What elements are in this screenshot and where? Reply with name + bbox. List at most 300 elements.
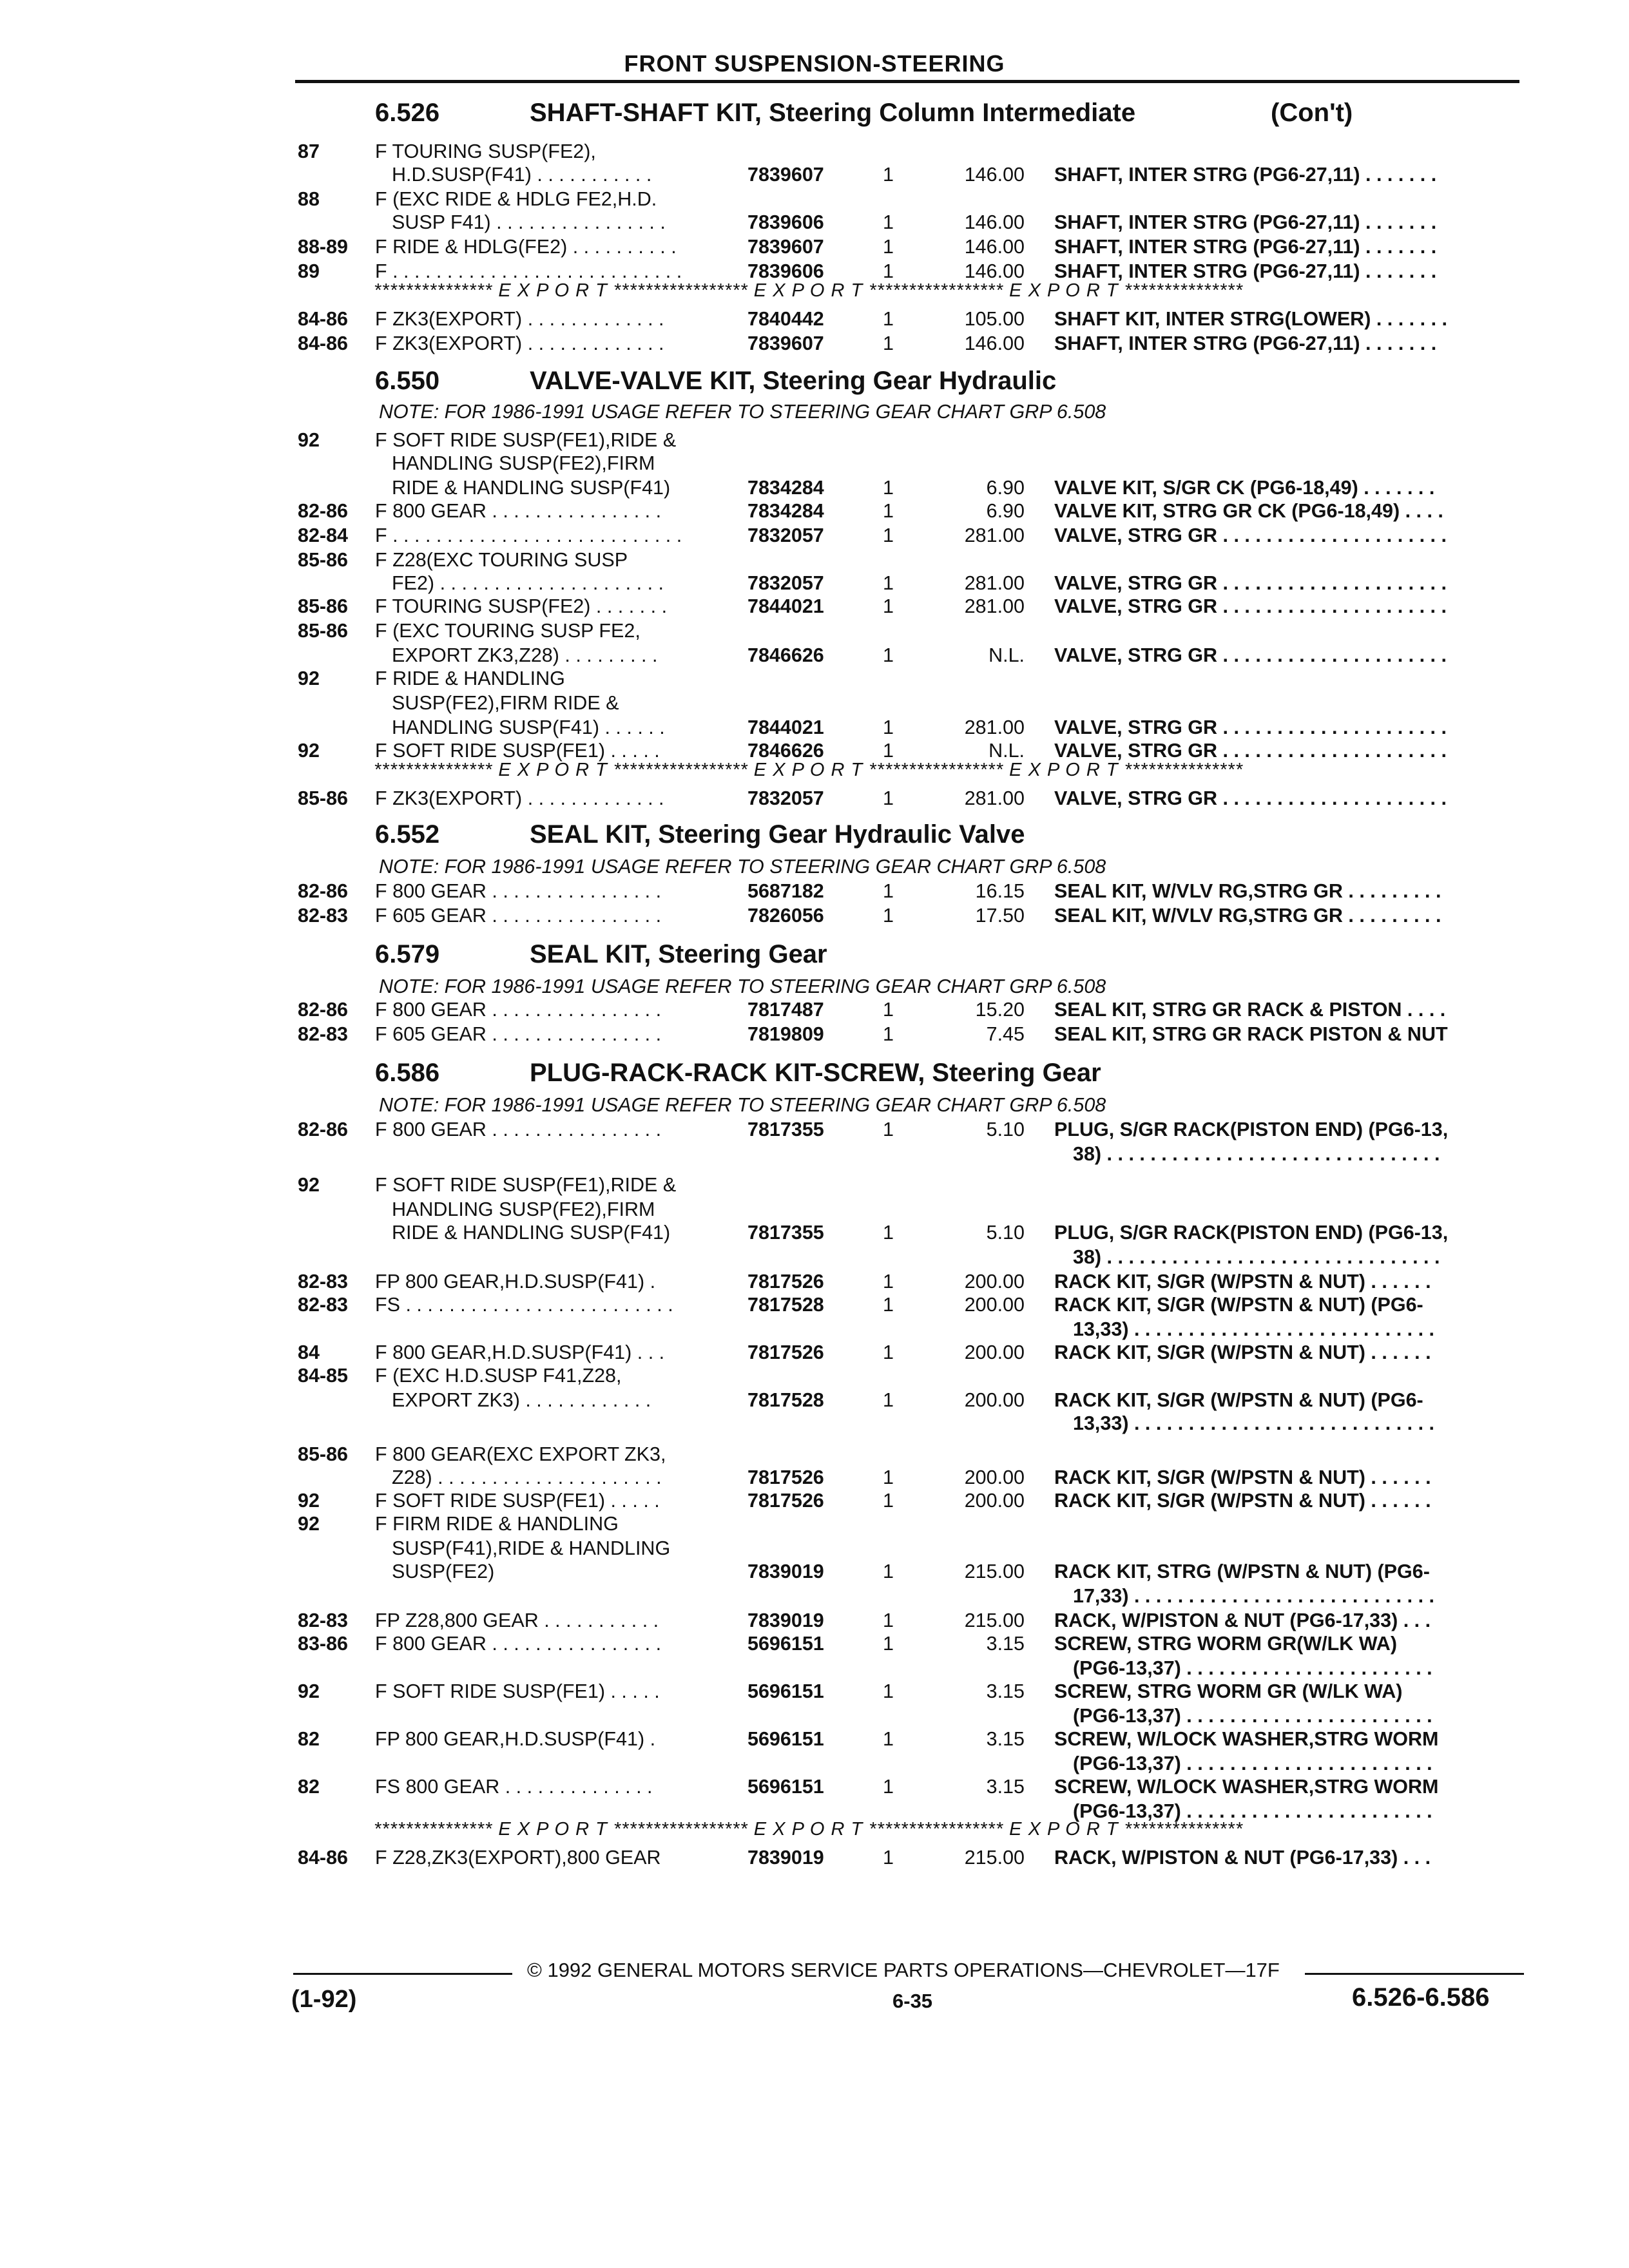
part-description: PLUG, S/GR RACK(PISTON END) (PG6-13, [1054, 1222, 1449, 1244]
part-description: 13,33) . . . . . . . . . . . . . . . . . . . . . . . . . . . . [1073, 1412, 1435, 1434]
part-row [0, 997, 1629, 1022]
footer-copyright: © 1992 GENERAL MOTORS SERVICE PARTS OPERATIONS—CHEVROLET—17F [527, 1959, 1280, 1981]
price: 281.00 [964, 524, 1025, 546]
quantity: 1 [883, 1490, 894, 1512]
part-row [0, 1442, 1629, 1466]
part-number: 7844021 [747, 716, 824, 738]
quantity: 1 [883, 716, 894, 738]
part-description: VALVE, STRG GR . . . . . . . . . . . . . . . . . . . . . [1054, 740, 1447, 762]
part-row [0, 1117, 1629, 1142]
footer-rule-left [293, 1973, 512, 1975]
price: N.L. [988, 740, 1025, 762]
application: F Z28,ZK3(EXPORT),800 GEAR [375, 1847, 661, 1869]
price: 3.15 [986, 1776, 1025, 1798]
application: EXPORT ZK3) . . . . . . . . . . . . [392, 1389, 651, 1411]
part-number: 7839606 [747, 260, 824, 282]
part-row [0, 1536, 1629, 1561]
model-year: 82-86 [298, 500, 349, 522]
quantity: 1 [883, 332, 894, 354]
model-year: 92 [298, 740, 320, 762]
part-row [0, 571, 1629, 595]
quantity: 1 [883, 1776, 894, 1798]
application: F SOFT RIDE SUSP(FE1),RIDE & [375, 1174, 677, 1196]
part-number: 5696151 [747, 1680, 824, 1702]
section-number: 6.586 [375, 1059, 440, 1087]
model-year: 82-83 [298, 1610, 349, 1631]
part-row [0, 1845, 1629, 1870]
part-description: SCREW, W/LOCK WASHER,STRG WORM [1054, 1728, 1439, 1750]
part-row [0, 523, 1629, 548]
quantity: 1 [883, 1222, 894, 1244]
part-description: SCREW, STRG WORM GR(W/LK WA) [1054, 1633, 1397, 1655]
application: F TOURING SUSP(FE2) . . . . . . . [375, 595, 668, 617]
price: 3.15 [986, 1680, 1025, 1702]
model-year: 82-84 [298, 524, 349, 546]
part-description: SHAFT, INTER STRG (PG6-27,11) . . . . . . . [1054, 236, 1437, 258]
price: 200.00 [964, 1389, 1025, 1411]
application: FS . . . . . . . . . . . . . . . . . . . . . . . . . [375, 1294, 673, 1316]
model-year: 85-86 [298, 1443, 349, 1465]
part-number: 5696151 [747, 1633, 824, 1655]
part-number: 7839019 [747, 1847, 824, 1869]
application: F ZK3(EXPORT) . . . . . . . . . . . . . [375, 332, 664, 354]
application: F (EXC H.D.SUSP F41,Z28, [375, 1365, 622, 1387]
part-row [0, 1488, 1629, 1513]
part-number: 7817528 [747, 1294, 824, 1316]
price: 281.00 [964, 787, 1025, 809]
application: F 800 GEAR(EXC EXPORT ZK3, [375, 1443, 666, 1465]
quantity: 1 [883, 905, 894, 927]
part-row [0, 1022, 1629, 1046]
application: HANDLING SUSP(F41) . . . . . . [392, 716, 665, 738]
part-number: 7817526 [747, 1490, 824, 1512]
section-heading [0, 1057, 1629, 1089]
part-number: 7817355 [747, 1119, 824, 1140]
part-description: (PG6-13,37) . . . . . . . . . . . . . . . . . . . . . . . [1073, 1657, 1432, 1679]
price: 281.00 [964, 572, 1025, 594]
price: 281.00 [964, 595, 1025, 617]
application: EXPORT ZK3,Z28) . . . . . . . . . [392, 644, 658, 666]
quantity: 1 [883, 595, 894, 617]
part-number: 7826056 [747, 905, 824, 927]
part-row [0, 1559, 1629, 1584]
application: F FIRM RIDE & HANDLING [375, 1513, 619, 1535]
quantity: 1 [883, 1728, 894, 1750]
quantity: 1 [883, 572, 894, 594]
application: F 800 GEAR . . . . . . . . . . . . . . . . [375, 1633, 662, 1655]
part-row [0, 1173, 1629, 1197]
application: FP 800 GEAR,H.D.SUSP(F41) . [375, 1728, 656, 1750]
quantity: 1 [883, 1847, 894, 1869]
part-row [0, 451, 1629, 476]
part-description: (PG6-13,37) . . . . . . . . . . . . . . . . . . . . . . . [1073, 1800, 1432, 1822]
part-row [0, 1197, 1629, 1222]
model-year: 82-86 [298, 880, 349, 902]
part-number: 7839607 [747, 332, 824, 354]
part-description: RACK, W/PISTON & NUT (PG6-17,33) . . . [1054, 1610, 1431, 1631]
part-row [0, 162, 1629, 187]
usage-note: NOTE: FOR 1986-1991 USAGE REFER TO STEERING GEAR CHART GRP 6.508 [379, 975, 1106, 997]
part-description: VALVE, STRG GR . . . . . . . . . . . . . . . . . . . . . [1054, 595, 1447, 617]
application: F (EXC TOURING SUSP FE2, [375, 620, 641, 642]
price: 146.00 [964, 260, 1025, 282]
part-row [0, 594, 1629, 619]
model-year: 82-83 [298, 905, 349, 927]
application: HANDLING SUSP(FE2),FIRM [392, 452, 655, 474]
part-number: 7819809 [747, 1023, 824, 1045]
part-row [0, 1608, 1629, 1633]
part-row [0, 1465, 1629, 1490]
price: 200.00 [964, 1490, 1025, 1512]
part-row [0, 691, 1629, 715]
part-row [0, 1727, 1629, 1751]
section-title: SHAFT-SHAFT KIT, Steering Column Intermediate [530, 99, 1136, 127]
section-title: SEAL KIT, Steering Gear [530, 940, 827, 968]
application: RIDE & HANDLING SUSP(F41) [392, 477, 671, 499]
part-row [0, 499, 1629, 523]
part-number: 7832057 [747, 572, 824, 594]
application: SUSP(FE2),FIRM RIDE & [392, 692, 619, 714]
price: 3.15 [986, 1633, 1025, 1655]
price: 200.00 [964, 1341, 1025, 1363]
export-divider: *************** E X P O R T ***************** E X P O R T ***************** E X P O R T *************** [374, 281, 1243, 300]
part-description: RACK KIT, S/GR (W/PSTN & NUT) . . . . . . [1054, 1490, 1431, 1512]
part-number: 7817526 [747, 1341, 824, 1363]
footer-date: (1-92) [291, 1986, 357, 2013]
application: F 800 GEAR . . . . . . . . . . . . . . . . [375, 500, 662, 522]
application: F 800 GEAR,H.D.SUSP(F41) . . . [375, 1341, 665, 1363]
model-year: 82-83 [298, 1294, 349, 1316]
quantity: 1 [883, 740, 894, 762]
part-description: 38) . . . . . . . . . . . . . . . . . . . . . . . . . . . . . . . [1073, 1143, 1440, 1165]
part-description: 13,33) . . . . . . . . . . . . . . . . . . . . . . . . . . . . [1073, 1318, 1435, 1340]
price: 5.10 [986, 1222, 1025, 1244]
footer-group-range: 6.526-6.586 [1352, 1983, 1490, 2012]
application: F SOFT RIDE SUSP(FE1) . . . . . [375, 1490, 660, 1512]
price: 146.00 [964, 236, 1025, 258]
part-row [0, 139, 1629, 164]
part-row [0, 715, 1629, 740]
model-year: 88-89 [298, 236, 349, 258]
quantity: 1 [883, 644, 894, 666]
part-row [0, 786, 1629, 811]
part-number: 7832057 [747, 787, 824, 809]
part-row [0, 259, 1629, 284]
part-description: SEAL KIT, W/VLV RG,STRG GR . . . . . . . . . [1054, 880, 1441, 902]
section-heading [0, 938, 1629, 970]
part-row [0, 1388, 1629, 1412]
quantity: 1 [883, 880, 894, 902]
part-description: PLUG, S/GR RACK(PISTON END) (PG6-13, [1054, 1119, 1449, 1140]
part-number: 7846626 [747, 740, 824, 762]
application: F ZK3(EXPORT) . . . . . . . . . . . . . [375, 787, 664, 809]
price: 146.00 [964, 164, 1025, 186]
model-year: 82 [298, 1776, 320, 1798]
part-description: RACK, W/PISTON & NUT (PG6-17,33) . . . [1054, 1847, 1431, 1869]
part-number: 7839606 [747, 211, 824, 233]
application: F (EXC RIDE & HDLG FE2,H.D. [375, 188, 657, 210]
part-number: 7817526 [747, 1271, 824, 1293]
application: F SOFT RIDE SUSP(FE1) . . . . . [375, 740, 660, 762]
model-year: 84-86 [298, 332, 349, 354]
application: F SOFT RIDE SUSP(FE1),RIDE & [375, 429, 677, 451]
model-year: 88 [298, 188, 320, 210]
part-number: 7834284 [747, 500, 824, 522]
part-row [0, 1220, 1629, 1245]
part-number: 7840442 [747, 308, 824, 330]
price: 146.00 [964, 332, 1025, 354]
part-description: VALVE, STRG GR . . . . . . . . . . . . . . . . . . . . . [1054, 716, 1447, 738]
quantity: 1 [883, 1466, 894, 1488]
part-description: (PG6-13,37) . . . . . . . . . . . . . . . . . . . . . . . [1073, 1753, 1432, 1774]
part-description: 17,33) . . . . . . . . . . . . . . . . . . . . . . . . . . . . [1073, 1585, 1435, 1607]
model-year: 92 [298, 668, 320, 689]
model-year: 89 [298, 260, 320, 282]
part-row [0, 643, 1629, 668]
model-year: 84-86 [298, 308, 349, 330]
model-year: 82-86 [298, 999, 349, 1021]
quantity: 1 [883, 1341, 894, 1363]
quantity: 1 [883, 1680, 894, 1702]
usage-note: NOTE: FOR 1986-1991 USAGE REFER TO STEERING GEAR CHART GRP 6.508 [379, 401, 1106, 423]
part-row [0, 1751, 1629, 1776]
model-year: 85-86 [298, 787, 349, 809]
part-description: RACK KIT, S/GR (W/PSTN & NUT) . . . . . . [1054, 1466, 1431, 1488]
application: SUSP(FE2) [392, 1561, 495, 1582]
part-row [0, 903, 1629, 928]
part-row [0, 1293, 1629, 1317]
part-row [0, 1340, 1629, 1365]
application: F 605 GEAR . . . . . . . . . . . . . . . . [375, 905, 662, 927]
part-number: 7832057 [747, 524, 824, 546]
part-description: VALVE KIT, S/GR CK (PG6-18,49) . . . . . . . [1054, 477, 1435, 499]
price: 215.00 [964, 1847, 1025, 1869]
part-number: 7839607 [747, 236, 824, 258]
quantity: 1 [883, 1633, 894, 1655]
application: FS 800 GEAR . . . . . . . . . . . . . . [375, 1776, 653, 1798]
part-row [0, 428, 1629, 452]
application: SUSP(F41),RIDE & HANDLING [392, 1537, 671, 1559]
part-description: VALVE, STRG GR . . . . . . . . . . . . . . . . . . . . . [1054, 524, 1447, 546]
part-row [0, 1363, 1629, 1388]
quantity: 1 [883, 524, 894, 546]
quantity: 1 [883, 1119, 894, 1140]
section-number: 6.552 [375, 820, 440, 849]
model-year: 92 [298, 1513, 320, 1535]
application: HANDLING SUSP(FE2),FIRM [392, 1198, 655, 1220]
footer-page-number: 6-35 [892, 1990, 933, 2012]
model-year: 82 [298, 1728, 320, 1750]
part-row [0, 619, 1629, 643]
application: RIDE & HANDLING SUSP(F41) [392, 1222, 671, 1244]
part-description: SEAL KIT, STRG GR RACK PISTON & NUT [1054, 1023, 1448, 1045]
price: 281.00 [964, 716, 1025, 738]
part-description: VALVE, STRG GR . . . . . . . . . . . . . . . . . . . . . [1054, 644, 1447, 666]
part-row [0, 1704, 1629, 1728]
application: SUSP F41) . . . . . . . . . . . . . . . . [392, 211, 666, 233]
part-number: 7839019 [747, 1561, 824, 1582]
price: 17.50 [975, 905, 1025, 927]
price: 215.00 [964, 1610, 1025, 1631]
section-heading [0, 818, 1629, 850]
application: F ZK3(EXPORT) . . . . . . . . . . . . . [375, 308, 664, 330]
quantity: 1 [883, 1023, 894, 1045]
price: 200.00 [964, 1466, 1025, 1488]
section-title: PLUG-RACK-RACK KIT-SCREW, Steering Gear [530, 1059, 1101, 1087]
usage-note: NOTE: FOR 1986-1991 USAGE REFER TO STEERING GEAR CHART GRP 6.508 [379, 1094, 1106, 1116]
application: F TOURING SUSP(FE2), [375, 140, 596, 162]
quantity: 1 [883, 1389, 894, 1411]
part-row [0, 548, 1629, 572]
quantity: 1 [883, 1294, 894, 1316]
quantity: 1 [883, 500, 894, 522]
quantity: 1 [883, 477, 894, 499]
quantity: 1 [883, 236, 894, 258]
part-row [0, 476, 1629, 500]
part-row [0, 1411, 1629, 1436]
application: F . . . . . . . . . . . . . . . . . . . . . . . . . . . [375, 524, 682, 546]
application: F 800 GEAR . . . . . . . . . . . . . . . . [375, 999, 662, 1021]
model-year: 92 [298, 1680, 320, 1702]
part-row [0, 1656, 1629, 1680]
part-row [0, 1584, 1629, 1608]
usage-note: NOTE: FOR 1986-1991 USAGE REFER TO STEERING GEAR CHART GRP 6.508 [379, 856, 1106, 878]
application: F . . . . . . . . . . . . . . . . . . . . . . . . . . . [375, 260, 682, 282]
application: F 800 GEAR . . . . . . . . . . . . . . . . [375, 1119, 662, 1140]
application: F Z28(EXC TOURING SUSP [375, 549, 628, 571]
part-number: 7817528 [747, 1389, 824, 1411]
part-row [0, 1142, 1629, 1166]
part-number: 7844021 [747, 595, 824, 617]
model-year: 85-86 [298, 549, 349, 571]
part-description: SCREW, W/LOCK WASHER,STRG WORM [1054, 1776, 1439, 1798]
part-description: (PG6-13,37) . . . . . . . . . . . . . . . . . . . . . . . [1073, 1705, 1432, 1727]
model-year: 84 [298, 1341, 320, 1363]
section-title: VALVE-VALVE KIT, Steering Gear Hydraulic [530, 367, 1057, 395]
quantity: 1 [883, 1610, 894, 1631]
quantity: 1 [883, 164, 894, 186]
model-year: 84-85 [298, 1365, 349, 1387]
part-description: SHAFT, INTER STRG (PG6-27,11) . . . . . . . [1054, 332, 1437, 354]
part-row [0, 210, 1629, 235]
part-description: VALVE, STRG GR . . . . . . . . . . . . . . . . . . . . . [1054, 572, 1447, 594]
part-description: SHAFT KIT, INTER STRG(LOWER) . . . . . . . [1054, 308, 1447, 330]
model-year: 85-86 [298, 620, 349, 642]
price: N.L. [988, 644, 1025, 666]
part-number: 5687182 [747, 880, 824, 902]
part-row [0, 879, 1629, 903]
part-row [0, 666, 1629, 691]
section-number: 6.550 [375, 367, 440, 395]
quantity: 1 [883, 999, 894, 1021]
part-row [0, 307, 1629, 331]
part-description: SHAFT, INTER STRG (PG6-27,11) . . . . . . . [1054, 260, 1437, 282]
part-row [0, 331, 1629, 356]
part-number: 7846626 [747, 644, 824, 666]
price: 3.15 [986, 1728, 1025, 1750]
price: 5.10 [986, 1119, 1025, 1140]
part-number: 5696151 [747, 1728, 824, 1750]
price: 16.15 [975, 880, 1025, 902]
application: F RIDE & HANDLING [375, 668, 565, 689]
price: 6.90 [986, 500, 1025, 522]
model-year: 84-86 [298, 1847, 349, 1869]
quantity: 1 [883, 211, 894, 233]
section-continued: (Con't) [1271, 99, 1353, 127]
part-row [0, 235, 1629, 259]
model-year: 85-86 [298, 595, 349, 617]
model-year: 92 [298, 1174, 320, 1196]
part-description: RACK KIT, S/GR (W/PSTN & NUT) (PG6- [1054, 1294, 1423, 1316]
part-description: RACK KIT, S/GR (W/PSTN & NUT) (PG6- [1054, 1389, 1423, 1411]
part-row [0, 1245, 1629, 1269]
price: 200.00 [964, 1294, 1025, 1316]
part-number: 7817355 [747, 1222, 824, 1244]
model-year: 83-86 [298, 1633, 349, 1655]
model-year: 92 [298, 1490, 320, 1512]
part-description: 38) . . . . . . . . . . . . . . . . . . . . . . . . . . . . . . . [1073, 1246, 1440, 1268]
price: 200.00 [964, 1271, 1025, 1293]
price: 146.00 [964, 211, 1025, 233]
model-year: 82-83 [298, 1023, 349, 1045]
price: 215.00 [964, 1561, 1025, 1582]
application: FE2) . . . . . . . . . . . . . . . . . . . . . [392, 572, 664, 594]
part-row [0, 187, 1629, 211]
export-divider: *************** E X P O R T ***************** E X P O R T ***************** E X P O R T *************** [374, 760, 1243, 780]
price: 105.00 [964, 308, 1025, 330]
application: F SOFT RIDE SUSP(FE1) . . . . . [375, 1680, 660, 1702]
part-row [0, 1774, 1629, 1799]
part-description: SEAL KIT, W/VLV RG,STRG GR . . . . . . . . . [1054, 905, 1441, 927]
quantity: 1 [883, 260, 894, 282]
part-number: 7817526 [747, 1466, 824, 1488]
part-description: RACK KIT, S/GR (W/PSTN & NUT) . . . . . . [1054, 1341, 1431, 1363]
part-description: SCREW, STRG WORM GR (W/LK WA) [1054, 1680, 1403, 1702]
footer-rule-right [1305, 1973, 1524, 1975]
model-year: 82-83 [298, 1271, 349, 1293]
part-description: SHAFT, INTER STRG (PG6-27,11) . . . . . . . [1054, 211, 1437, 233]
application: Z28) . . . . . . . . . . . . . . . . . . . . . [392, 1466, 662, 1488]
price: 15.20 [975, 999, 1025, 1021]
model-year: 92 [298, 429, 320, 451]
part-number: 5696151 [747, 1776, 824, 1798]
section-number: 6.526 [375, 99, 440, 127]
part-row [0, 1269, 1629, 1294]
part-number: 7839019 [747, 1610, 824, 1631]
quantity: 1 [883, 308, 894, 330]
part-row [0, 1512, 1629, 1536]
part-description: RACK KIT, STRG (W/PSTN & NUT) (PG6- [1054, 1561, 1430, 1582]
part-description: VALVE, STRG GR . . . . . . . . . . . . . . . . . . . . . [1054, 787, 1447, 809]
section-number: 6.579 [375, 940, 440, 968]
part-number: 7834284 [747, 477, 824, 499]
application: FP 800 GEAR,H.D.SUSP(F41) . [375, 1271, 656, 1293]
part-row [0, 1679, 1629, 1704]
application: F RIDE & HDLG(FE2) . . . . . . . . . . [375, 236, 677, 258]
quantity: 1 [883, 1561, 894, 1582]
part-number: 7839607 [747, 164, 824, 186]
section-heading [0, 97, 1629, 129]
header-rule [295, 80, 1519, 83]
quantity: 1 [883, 1271, 894, 1293]
part-row [0, 1317, 1629, 1341]
part-number: 7817487 [747, 999, 824, 1021]
part-row [0, 1631, 1629, 1656]
quantity: 1 [883, 787, 894, 809]
application: FP Z28,800 GEAR . . . . . . . . . . . [375, 1610, 659, 1631]
part-description: RACK KIT, S/GR (W/PSTN & NUT) . . . . . . [1054, 1271, 1431, 1293]
application: H.D.SUSP(F41) . . . . . . . . . . . [392, 164, 652, 186]
